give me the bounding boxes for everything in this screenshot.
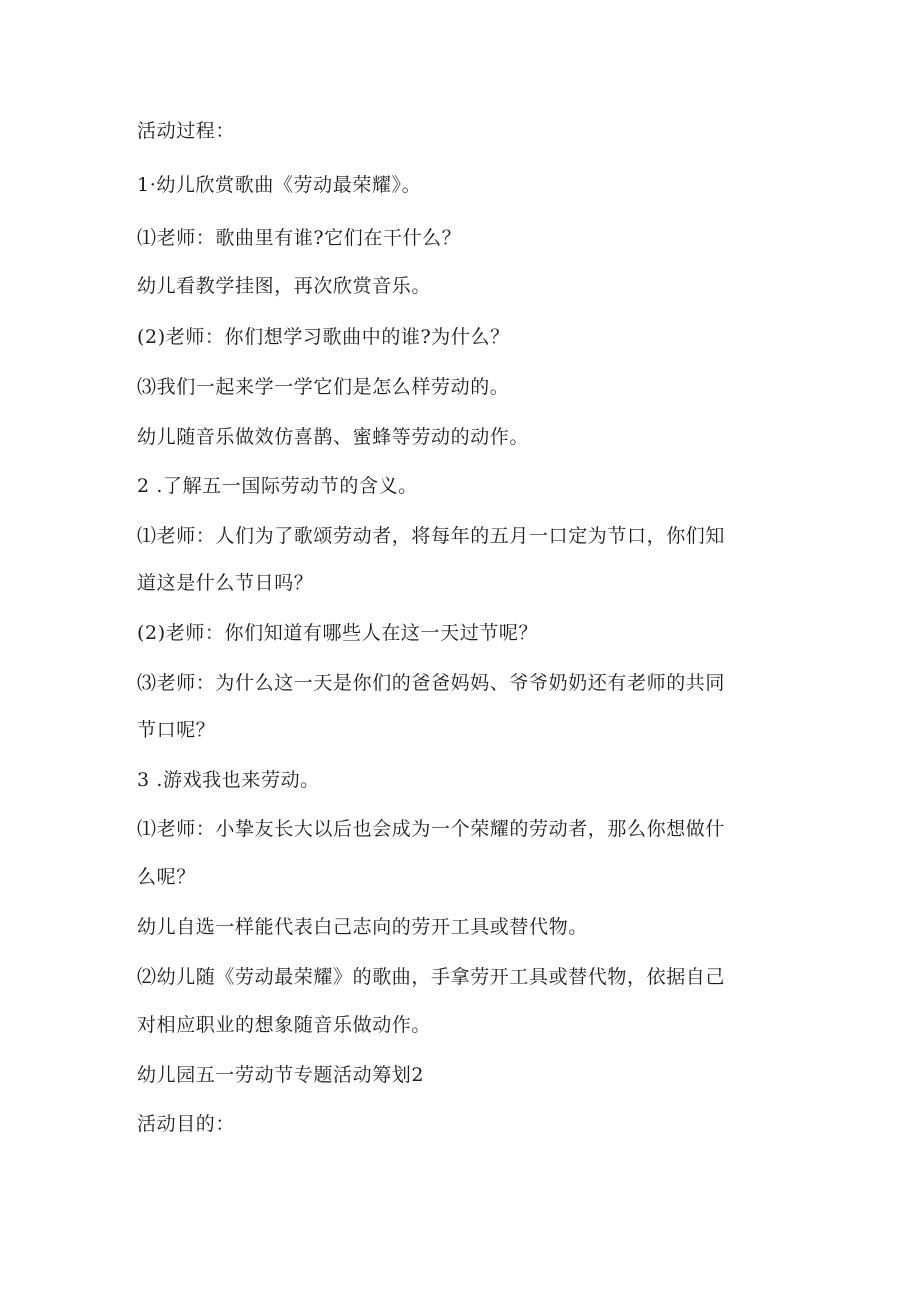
step-3-heading: 3 .游戏我也来劳动。 <box>137 769 320 791</box>
paragraph-line: (2)老师：你们知道有哪些人在这一天过节呢？ <box>137 622 539 644</box>
paragraph-line: ⑵幼儿随《劳动最荣耀》的歌曲，手拿劳开工具或替代物，依据自己 <box>137 966 726 988</box>
section-heading-activity-goal: 活动目的： <box>137 1113 236 1135</box>
paragraph-line: 幼儿自选一样能代表白己志向的劳开工具或替代物。 <box>137 916 588 938</box>
step-2-heading: 2 .了解五一国际劳动节的含义。 <box>137 475 418 497</box>
paragraph-line: 幼儿随音乐做效仿喜鹊、蜜蜂等劳动的动作。 <box>137 426 530 448</box>
paragraph-line: 道这是什么节日吗？ <box>137 572 314 594</box>
paragraph-line: 对相应职业的想象随音乐做动作。 <box>137 1014 432 1036</box>
paragraph-line: ⑴老师：小挚友长大以后也会成为一个荣耀的劳动者，那么你想做什 <box>137 818 726 840</box>
paragraph-line: 幼儿看教学挂图，再次欣赏音乐。 <box>137 275 432 297</box>
section-heading-activity-process: 活动过程： <box>137 120 236 142</box>
paragraph-line: ⑴老师：歌曲里有谁?它们在干什么？ <box>137 227 462 249</box>
paragraph-line: (2)老师：你们想学习歌曲中的谁?为什么？ <box>137 326 510 348</box>
paragraph-line: 么呢？ <box>137 866 196 888</box>
paragraph-line: ⑶我们一起来学一学它们是怎么样劳动的。 <box>137 376 510 398</box>
paragraph-line: 节口呢？ <box>137 719 216 741</box>
paragraph-line: ⑶老师：为什么这一天是你们的爸爸妈妈、爷爷奶奶还有老师的共同 <box>137 672 726 694</box>
section-heading-plan-2: 幼儿园五一劳动节专题活动筹划2 <box>137 1064 425 1086</box>
paragraph-line: ⑴老师：人们为了歌颂劳动者，将每年的五月一口定为节口，你们知 <box>137 525 726 547</box>
step-1-heading: 1·幼儿欣赏歌曲《劳动最荣耀》。 <box>137 174 422 196</box>
